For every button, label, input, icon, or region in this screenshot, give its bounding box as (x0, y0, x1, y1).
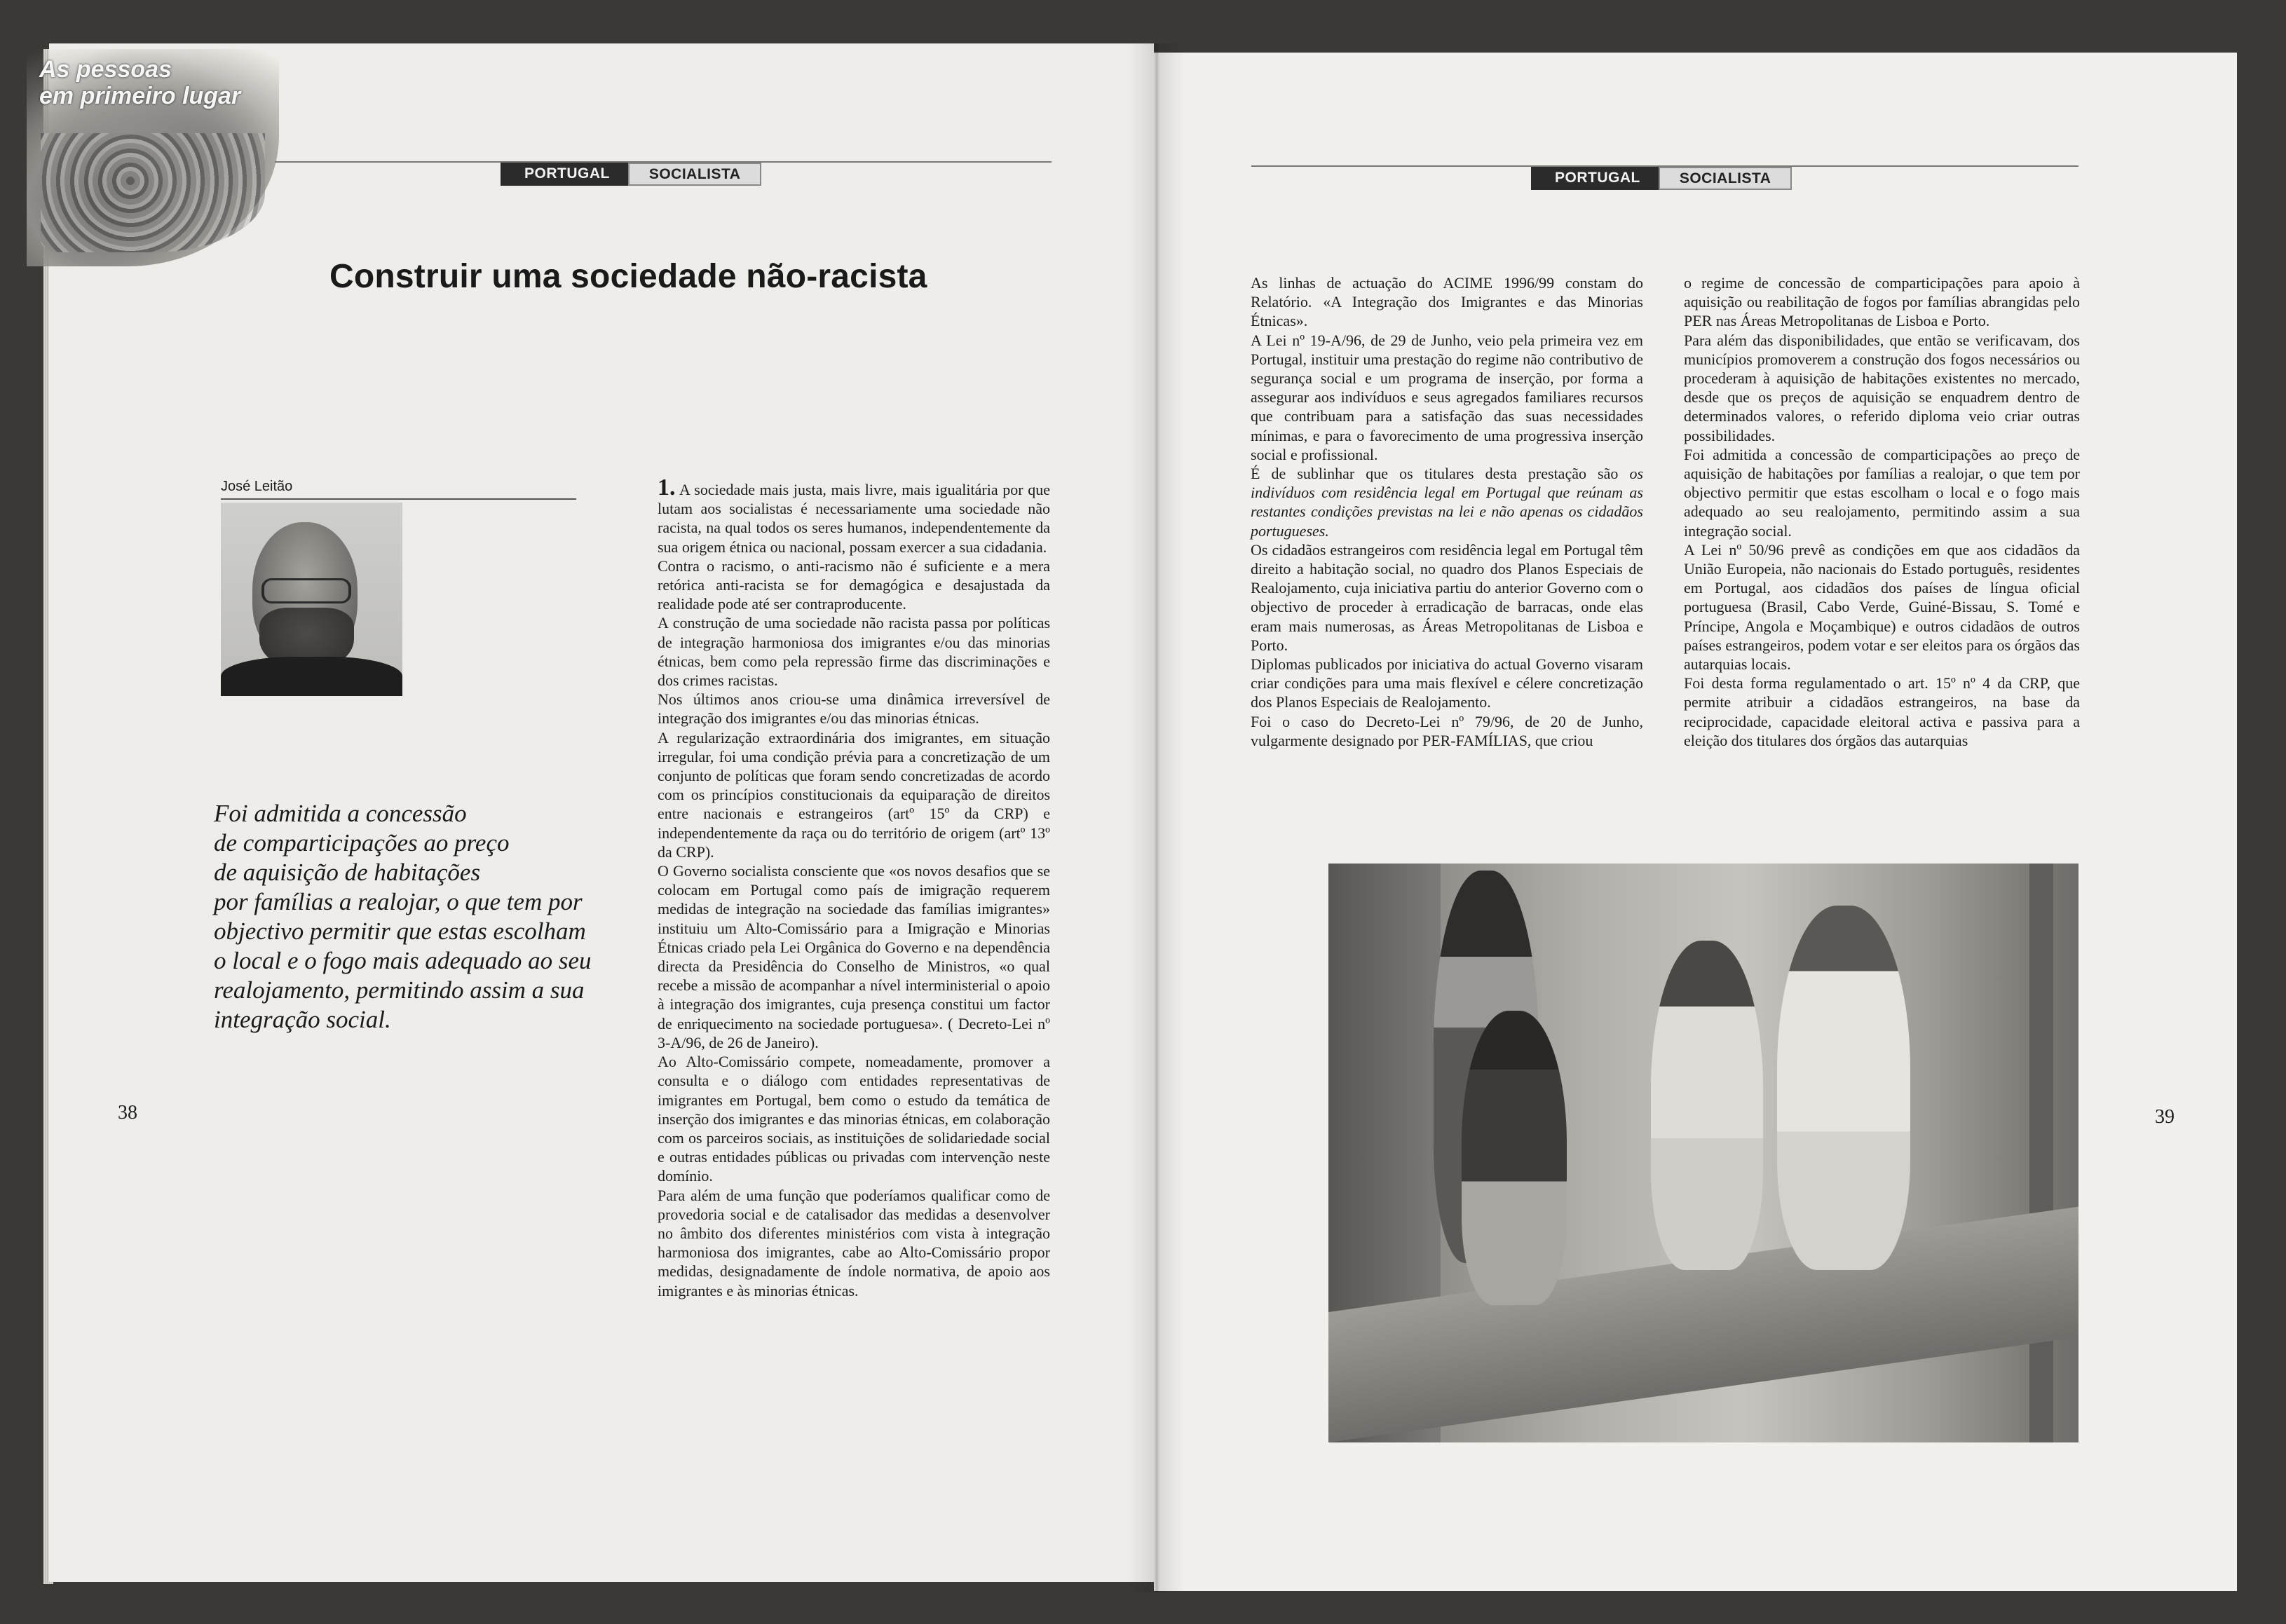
pull-quote-line: objectivo permitir que estas escolham (214, 917, 586, 945)
paragraph (658, 475, 1050, 557)
page-number-left: 38 (118, 1102, 137, 1124)
crowd-photo (41, 133, 265, 252)
logo-text (39, 56, 240, 109)
header-tag-left (501, 163, 761, 186)
section-number: 1. (658, 475, 676, 500)
paragraph: A Lei nº 19-A/96, de 29 de Junho, veio pela primeira vez em Portugal, instituir uma prestação do regime não contributivo de segurança social e um programa de inserção, por forma a assegurar aos indivíduos e seus agregados familiares recursos que contribuam para a satisfação das suas necessidades mínimas, e para o favorecimento de uma progressiva inserção social e profissional. (1251, 331, 1643, 463)
pull-quote-line: o local e o fogo mais adequado ao seu (214, 947, 592, 974)
children-photo (1328, 864, 2079, 1442)
paragraph-text: É de sublinhar que os titulares desta prestação são (1251, 465, 1630, 483)
paragraph (1251, 464, 1643, 540)
pull-quote-line: integração social. (214, 1006, 391, 1033)
photo-child (1777, 906, 1910, 1270)
logo-line-1: As pessoas (39, 56, 172, 83)
paragraph: Foi desta forma regulamentado o art. 15º nº 4 da CRP, que permite atribuir a cidadãos estrangeiros, na base da reciprocidade, capacidade eleitoral activa e passiva para a eleição dos titulares dos órgãos das autarquias (1684, 674, 2080, 749)
author-name: José Leitão (221, 479, 293, 494)
header-tag-socialista: SOCIALISTA (628, 163, 762, 186)
body-column-right-1 (1251, 273, 1643, 750)
paragraph: Foi admitida a concessão de comparticipações ao preço de aquisição de habitações por famílias a realojar, o que tem por objectivo permitir que estas escolham o local e o fogo mais adequado ao seu realojamento, permitindo assim a sua integração social. (1684, 445, 2080, 540)
paragraph: Para além das disponibilidades, que então se verificavam, dos municípios promoverem a construção dos fogos necessários ou procederam à aquisição de habitações existentes no mercado, desde que os preços de aquisição se enquadrem dentro de determinados valores, o referido diploma veio criar outras possibilidades. (1684, 331, 2080, 444)
paragraph-text: A sociedade mais justa, mais livre, mais igualitária por que lutam aos socialistas é necessariamente uma sociedade não racista, na qual todos os seres humanos, independentemente da sua origem étnica ou nacional, possam exercer a sua cidadania. (658, 481, 1050, 556)
paragraph: A regularização extraordinária dos imigrantes, em situação irregular, foi uma condição prévia para a concretização de um conjunto de políticas que foram sendo concretizadas de acordo com os princípios constitucionais da equiparação de direitos entre nacionais e estrangeiros (artº 15º da CRP) e independentemente da raça ou do território de origem (artº 13º da CRP). (658, 728, 1050, 861)
pull-quote-line: realojamento, permitindo assim a sua (214, 976, 585, 1004)
paragraph: A Lei nº 50/96 prevê as condições em que aos cidadãos da União Europeia, não nacionais do Estado português, residentes em Portugal, aos cidadãos dos países de língua oficial portuguesa (Brasil, Cabo Verde, Guiné-Bissau, S. Tomé e Príncipe, Angola e Moçambique) e outros cidadãos de outros países estrangeiros, podem votar e ser eleitos para os órgãos das autarquias locais. (1684, 540, 2080, 674)
paragraph: Contra o racismo, o anti-racismo não é suficiente e a mera retórica anti-racista se for demagógica e desajustada da realidade pode até ser contraproducente. (658, 557, 1050, 613)
paragraph: Diplomas publicados por iniciativa do actual Governo visaram criar condições para uma mais flexível e célere concretização dos Planos Especiais de Realojamento. (1251, 655, 1643, 711)
pull-quote-line: de comparticipações ao preço (214, 829, 510, 857)
photo-post (2029, 864, 2053, 1442)
paragraph: O Governo socialista consciente que «os novos desafios que se colocam em Portugal como país de imigração requerem medidas de integração na sociedade das famílias imigrantes» instituiu um Alto-Comissário para a Imigração e Minorias Étnicas criado pela Lei Orgânica do Governo e na dependência directa da Presidência do Conselho de Ministros, «o qual recebe a missão de acompanhar a nível interministerial o apoio à integração dos imigrantes, cuja presença constitui um factor de enriquecimento na sociedade portuguesa». ( Decreto-Lei nº 3-A/96, de 26 de Janeiro). (658, 862, 1050, 1051)
page-number-right: 39 (2155, 1106, 2175, 1128)
pull-quote-line: Foi admitida a concessão (214, 800, 467, 827)
pull-quote (214, 799, 634, 1035)
pull-quote-line: por famílias a realojar, o que tem por (214, 888, 583, 915)
header-tag-socialista: SOCIALISTA (1659, 167, 1792, 190)
paragraph: Ao Alto-Comissário compete, nomeadamente, promover a consulta e o diálogo com entidades representativas de imigrantes em Portugal, bem como o estudo da temática de inserção dos imigrantes e das minorias étnicas, em colaboração com os parceiros sociais, as instituições de solidariedade social e outras entidades públicas ou privadas com intervenção neste domínio. (658, 1053, 1050, 1185)
photo-child (1462, 1011, 1567, 1305)
paragraph: o regime de concessão de comparticipações para apoio à aquisição ou reabilitação de fogos por famílias abrangidas pelo PER nas Áreas Metropolitanas de Lisboa e Porto. (1684, 274, 2080, 330)
portrait-jacket (221, 657, 402, 696)
pull-quote-line: de aquisição de habitações (214, 859, 481, 886)
spine-gutter (1129, 43, 1185, 1592)
header-tag-portugal: PORTUGAL (501, 163, 628, 186)
paragraph: As linhas de actuação do ACIME 1996/99 constam do Relatório. «A Integração dos Imigrantes e das Minorias Étnicas». (1251, 274, 1643, 330)
paragraph-emphasis: os indivíduos com residência legal em Portugal que reúnam as restantes condições previstas na lei e não apenas os cidadãos portugueses. (1251, 465, 1643, 540)
paragraph: Nos últimos anos criou-se uma dinâmica irreversível de integração dos imigrantes e/ou das minorias étnicas. (658, 690, 1050, 728)
portrait-glasses (261, 578, 351, 603)
logo-line-2: em primeiro lugar (39, 83, 241, 109)
body-column-right-2 (1684, 273, 2080, 750)
photo-child (1651, 941, 1763, 1270)
article-title: Construir uma sociedade não-racista (329, 258, 927, 295)
paragraph: Foi o caso do Decreto-Lei nº 79/96, de 20 de Junho, vulgarmente designado por PER-FAMÍLIAS, que criou (1251, 712, 1643, 749)
author-rule (221, 498, 576, 500)
body-column-left (658, 475, 1050, 1300)
paragraph: A construção de uma sociedade não racista passa por políticas de integração harmoniosa dos imigrantes e/ou das minorias étnicas, bem como pela repressão firme das discriminações e dos crimes racistas. (658, 614, 1050, 690)
paragraph: Os cidadãos estrangeiros com residência legal em Portugal têm direito a habitação social, no quadro dos Planos Especiais de Realojamento, cuja iniciativa partiu do anterior Governo com o objectivo de proceder à erradicação de barracas, onde elas eram mais numerosas, as Áreas Metropolitanas de Lisboa e Porto. (1251, 540, 1643, 654)
header-tag-portugal: PORTUGAL (1531, 167, 1659, 190)
header-tag-right (1531, 167, 1792, 190)
paragraph: Para além de uma função que poderíamos qualificar como de provedoria social e de catalisador das medidas a desenvolver no âmbito dos diferentes ministérios com vista à integração harmoniosa dos imigrantes, cabe ao Alto-Comissário propor medidas, designadamente de índole normativa, de apoio aos imigrantes e às minorias étnicas. (658, 1186, 1050, 1299)
author-portrait (221, 503, 402, 696)
